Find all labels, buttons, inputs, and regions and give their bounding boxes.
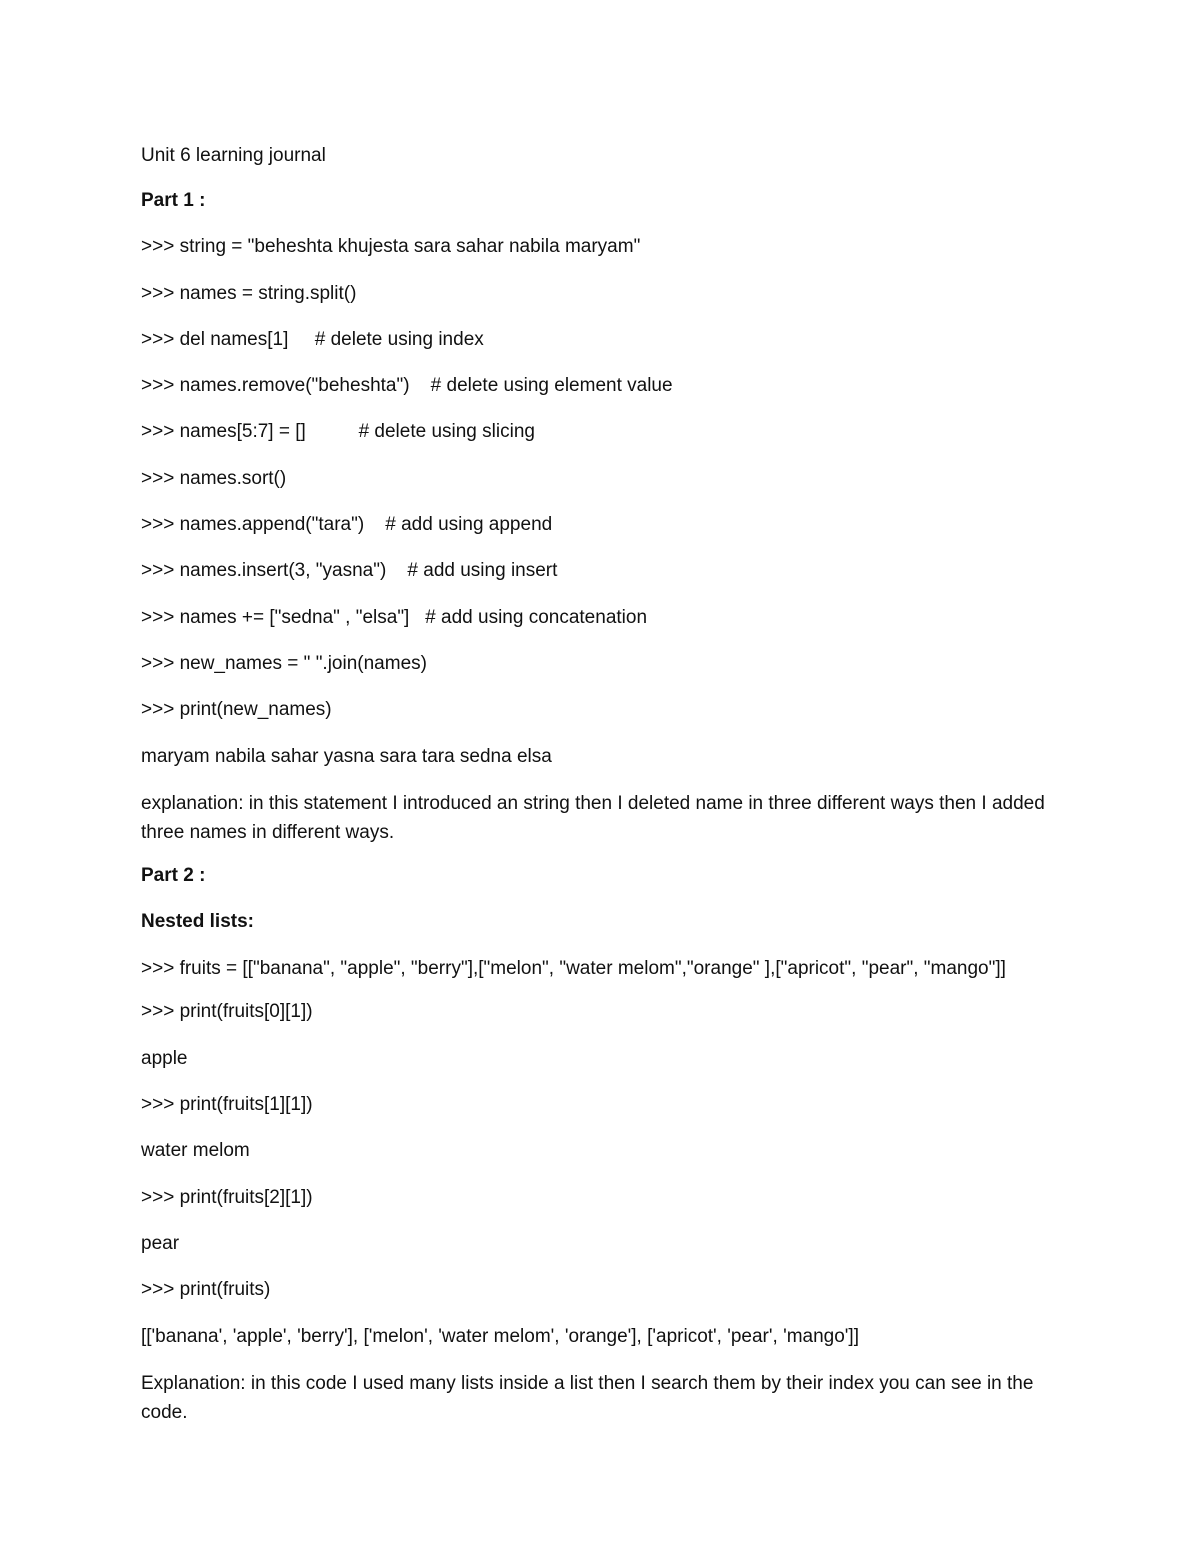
code-line: >>> print(new_names) <box>141 699 332 721</box>
code-line: >>> del names[1] # delete using index <box>141 328 484 350</box>
code-line: >>> names.insert(3, "yasna") # add using insert <box>141 560 558 582</box>
code-line: >>> names = string.split() <box>141 282 357 304</box>
code-line-fruits: >>> fruits = [["banana", "apple", "berry"],["melon", "water melom","orange" ],["apricot", "pear", "mango"]] <box>141 958 1006 980</box>
output-line: maryam nabila sahar yasna sara tara sedna elsa <box>141 745 552 767</box>
code-line: >>> print(fruits[1][1]) <box>141 1094 313 1116</box>
output-line: water melom <box>141 1140 250 1162</box>
code-line: >>> names.append("tara") # add using append <box>141 514 553 536</box>
code-line: >>> print(fruits[2][1]) <box>141 1186 313 1208</box>
document-title: Unit 6 learning journal <box>141 145 326 166</box>
output-line: pear <box>141 1232 180 1254</box>
part2-heading: Part 2 : <box>141 864 206 886</box>
output-line: apple <box>141 1047 188 1069</box>
code-line: >>> names.remove("beheshta") # delete using element value <box>141 375 673 397</box>
code-line: >>> print(fruits) <box>141 1279 271 1301</box>
code-line: >>> print(fruits[0][1]) <box>141 1001 313 1023</box>
part1-heading: Part 1 : <box>141 190 206 211</box>
code-line: >>> names[5:7] = [] # delete using slicing <box>141 421 535 443</box>
document-body <box>141 140 1051 1440</box>
output-line: [['banana', 'apple', 'berry'], ['melon', 'water melom', 'orange'], ['apricot', 'pear', 'mango']] <box>141 1325 859 1347</box>
code-line: >>> names += ["sedna" , "elsa"] # add using concatenation <box>141 606 648 628</box>
code-line: >>> string = "beheshta khujesta sara sahar nabila maryam" <box>141 236 641 258</box>
code-line: >>> names.sort() <box>141 467 287 489</box>
part2-explanation: Explanation: in this code I used many lists inside a list then I search them by their index you can see in the code. <box>141 1372 1034 1423</box>
part1-explanation: explanation: in this statement I introduced an string then I deleted name in three different ways then I added three names in different ways. <box>141 792 1045 843</box>
part2-subheading: Nested lists: <box>141 911 254 933</box>
code-line: >>> new_names = " ".join(names) <box>141 652 427 674</box>
